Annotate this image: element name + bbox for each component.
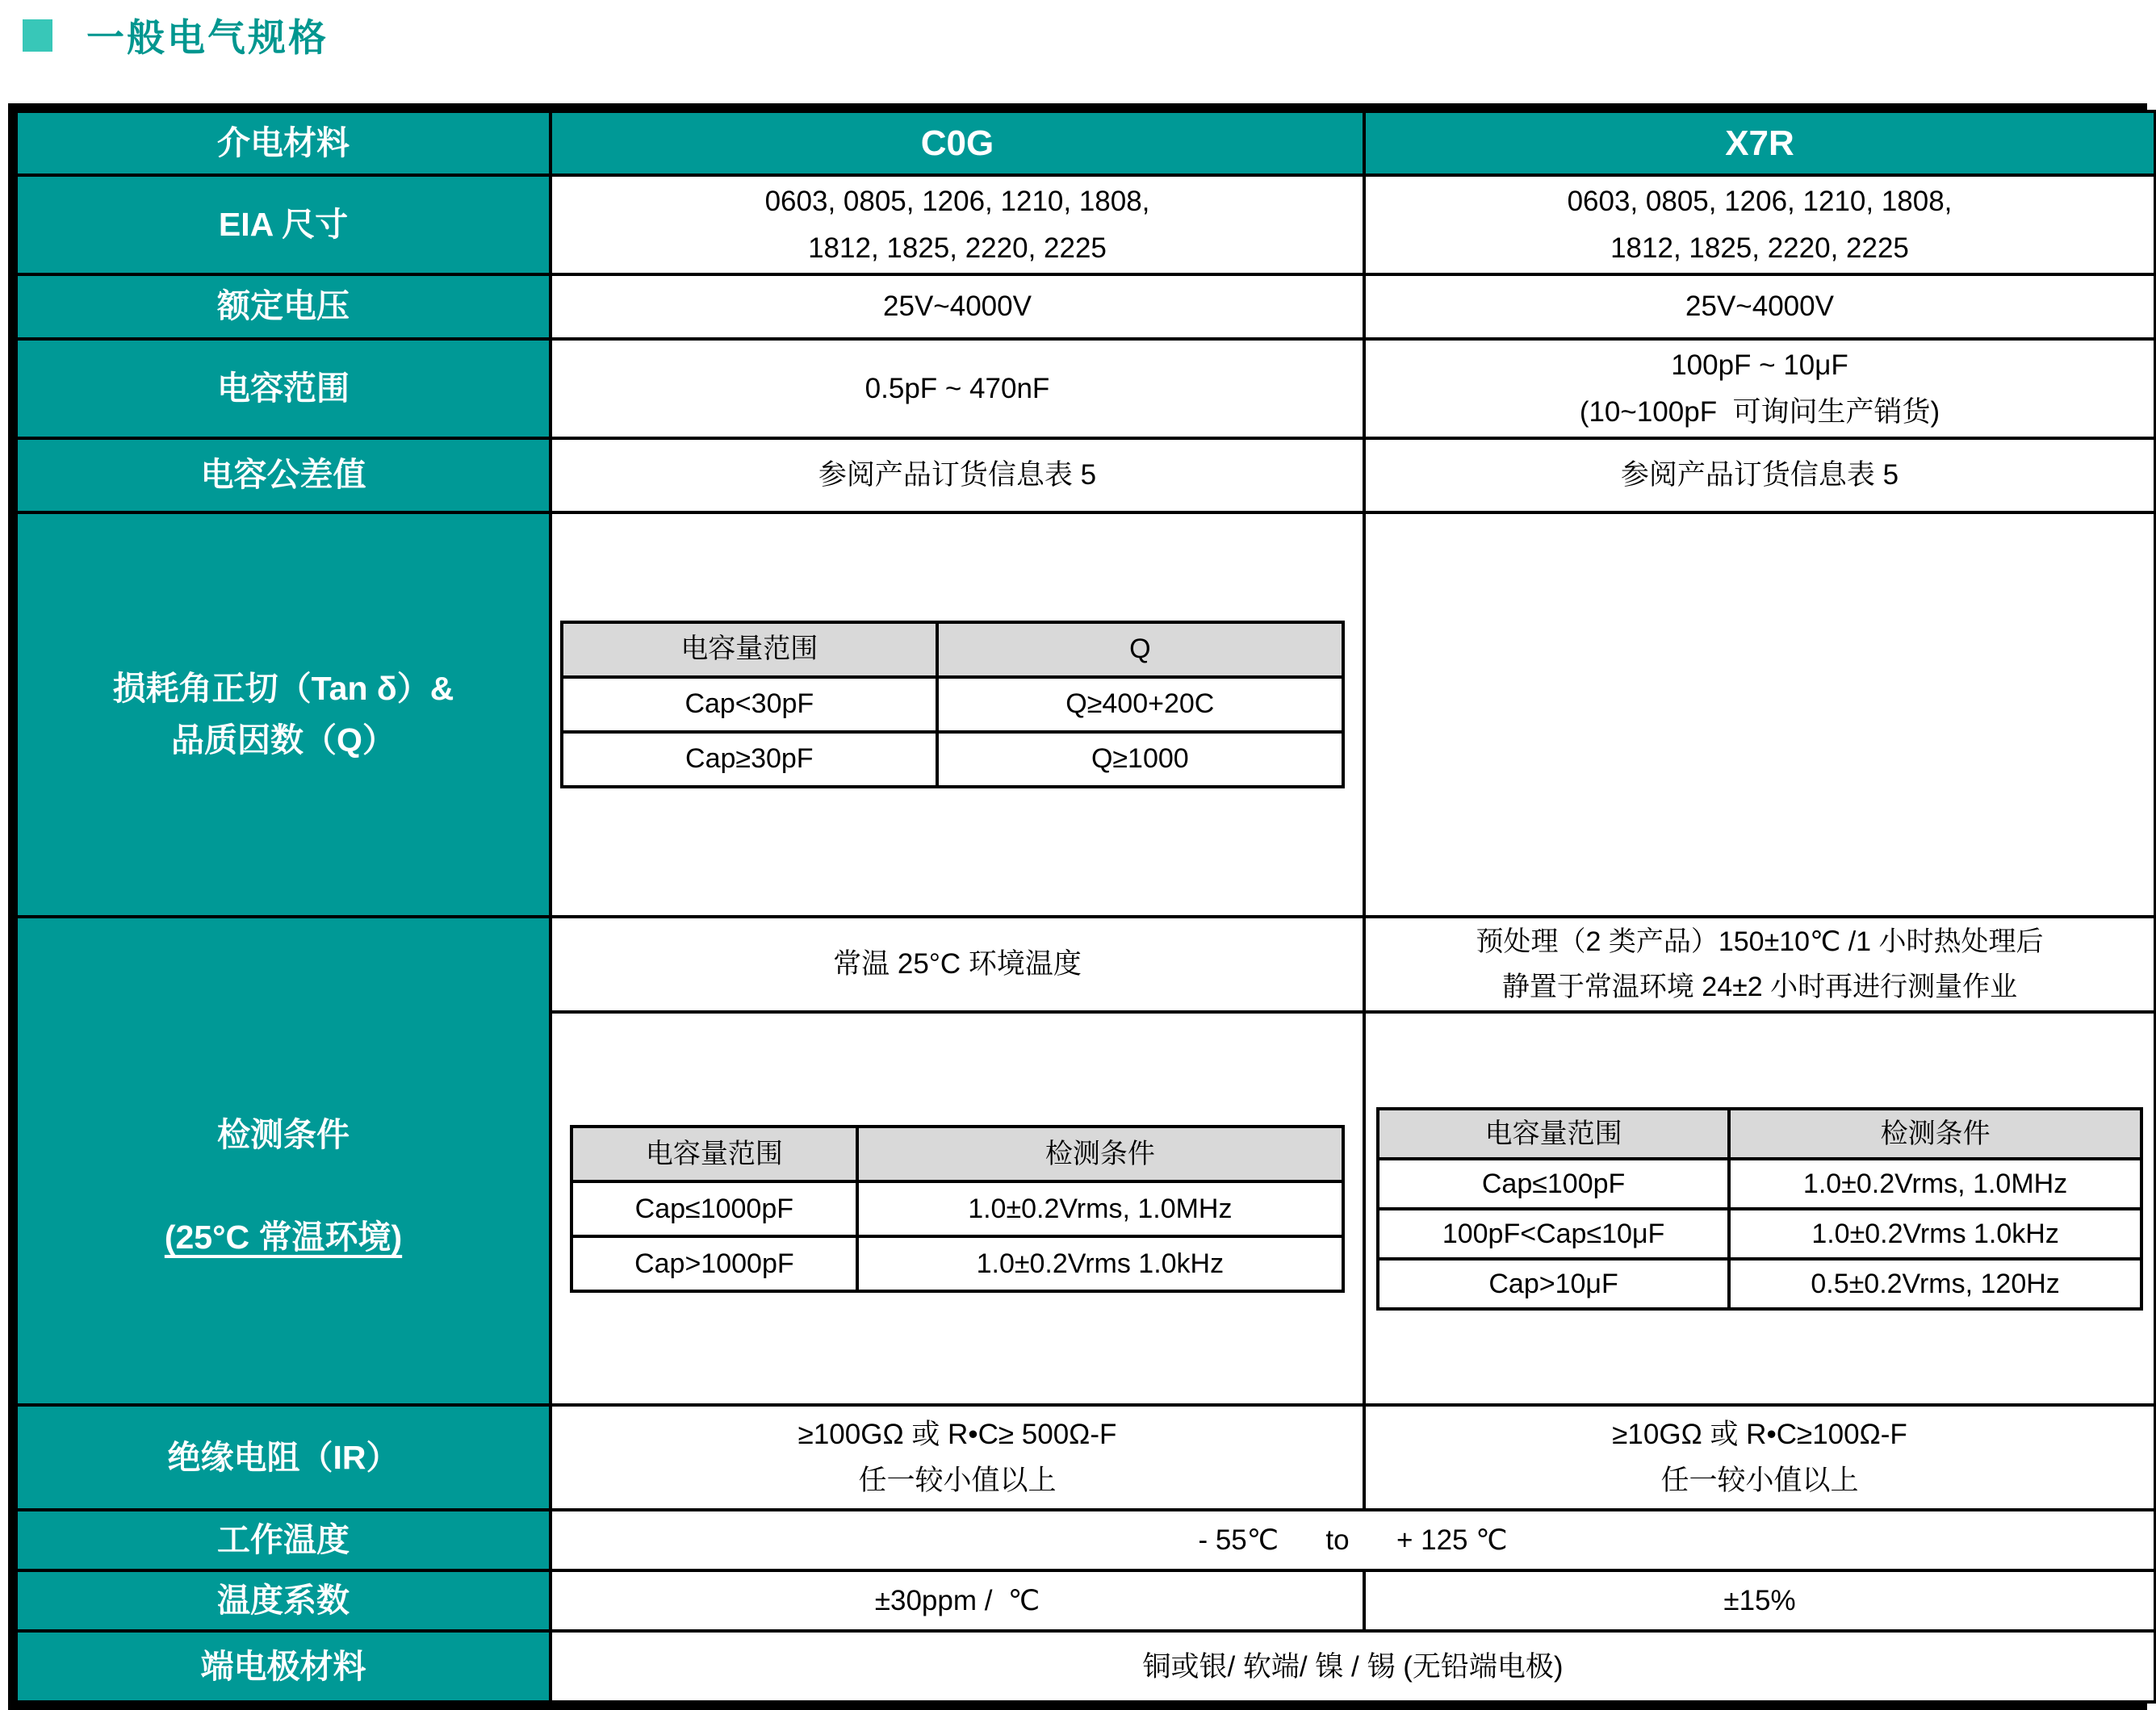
cap-range-c0g-value: 0.5pF ~ 470nF xyxy=(551,339,1364,438)
test-x7r-col1-header: 电容量范围 xyxy=(1378,1109,1729,1159)
test-label-line1: 检测条件 xyxy=(217,1116,350,1154)
op-temp-value: - 55℃ to + 125 ℃ xyxy=(551,1510,2155,1570)
test-x7r-row2-range: Cap>10μF xyxy=(1378,1259,1729,1309)
table-row xyxy=(1378,1109,2141,1159)
eia-x7r-value: 0603, 0805, 1206, 1210, 1808, 1812, 1825, 2220, 2225 xyxy=(1364,175,2155,274)
header-dielectric-material: 介电材料 xyxy=(16,111,551,175)
table-row xyxy=(562,677,1343,732)
cap-range-x7r-value: 100pF ~ 10μF (10~100pF 可询问生产销货) xyxy=(1364,339,2155,438)
table-row xyxy=(571,1127,1343,1181)
table-row xyxy=(562,732,1343,787)
tanq-row0-range: Cap<30pF xyxy=(562,677,937,732)
test-c0g-row0-value: 1.0±0.2Vrms, 1.0MHz xyxy=(857,1181,1343,1236)
table-row xyxy=(571,1236,1343,1291)
tanq-row1-value: Q≥1000 xyxy=(937,732,1343,787)
test-label-line2: (25°C 常温环境) xyxy=(164,1219,403,1256)
ir-x7r-value: ≥10GΩ 或 R•C≥100Ω-F 任一较小值以上 xyxy=(1364,1405,2155,1510)
test-c0g-row1-value: 1.0±0.2Vrms 1.0kHz xyxy=(857,1236,1343,1291)
table-row xyxy=(16,438,2155,512)
test-c0g-table-cell xyxy=(551,1012,1364,1405)
row-eia-label: EIA 尺寸 xyxy=(16,175,551,274)
ir-c0g-value: ≥100GΩ 或 R•C≥ 500Ω-F 任一较小值以上 xyxy=(551,1405,1364,1510)
header-x7r: X7R xyxy=(1364,111,2155,175)
test-c0g-nested-table xyxy=(570,1125,1345,1293)
eia-c0g-value: 0603, 0805, 1206, 1210, 1808, 1812, 1825, 2220, 2225 xyxy=(551,175,1364,274)
test-c0g-note: 常温 25°C 环境温度 xyxy=(551,917,1364,1012)
test-c0g-col1-header: 电容量范围 xyxy=(571,1127,857,1181)
test-x7r-row1-range: 100pF<Cap≤10μF xyxy=(1378,1209,1729,1259)
table-row xyxy=(16,512,2155,917)
spec-table xyxy=(8,103,2147,1710)
row-tolerance-label: 电容公差值 xyxy=(16,438,551,512)
tanq-col1-header: 电容量范围 xyxy=(562,622,937,677)
table-row xyxy=(571,1181,1343,1236)
row-cap-range-label: 电容范围 xyxy=(16,339,551,438)
tolerance-c0g-value: 参阅产品订货信息表 5 xyxy=(551,438,1364,512)
tanq-row0-value: Q≥400+20C xyxy=(937,677,1343,732)
tanq-c0g-cell xyxy=(551,512,1364,917)
test-x7r-table-cell xyxy=(1364,1012,2155,1405)
tanq-nested-table xyxy=(560,621,1345,788)
table-row xyxy=(562,622,1343,677)
test-x7r-row0-value: 1.0±0.2Vrms, 1.0MHz xyxy=(1729,1159,2141,1209)
row-ir-label: 绝缘电阻（IR） xyxy=(16,1405,551,1510)
tanq-row1-range: Cap≥30pF xyxy=(562,732,937,787)
page-title: 一般电气规格 xyxy=(86,16,329,59)
test-x7r-row1-value: 1.0±0.2Vrms 1.0kHz xyxy=(1729,1209,2141,1259)
table-row xyxy=(16,274,2155,339)
temp-coeff-c0g-value: ±30ppm / ℃ xyxy=(551,1570,1364,1631)
test-c0g-row0-range: Cap≤1000pF xyxy=(571,1181,857,1236)
test-c0g-row1-range: Cap>1000pF xyxy=(571,1236,857,1291)
test-c0g-col2-header: 检测条件 xyxy=(857,1127,1343,1181)
row-test-conditions-label xyxy=(16,917,551,1405)
tanq-col2-header: Q xyxy=(937,622,1343,677)
table-row xyxy=(16,1570,2155,1631)
table-row xyxy=(16,339,2155,438)
row-termination-label: 端电极材料 xyxy=(16,1631,551,1702)
tolerance-x7r-value: 参阅产品订货信息表 5 xyxy=(1364,438,2155,512)
title-bullet-icon xyxy=(23,19,52,52)
tanq-x7r-cell-empty xyxy=(1364,512,2155,917)
table-row xyxy=(16,111,2155,175)
row-tanq-label: 损耗角正切（Tan δ）& 品质因数（Q） xyxy=(16,512,551,917)
section-title-row xyxy=(23,8,329,62)
test-x7r-row0-range: Cap≤100pF xyxy=(1378,1159,1729,1209)
table-row xyxy=(16,1510,2155,1570)
table-row xyxy=(16,1405,2155,1510)
row-voltage-label: 额定电压 xyxy=(16,274,551,339)
table-row xyxy=(16,917,2155,1012)
table-row xyxy=(1378,1259,2141,1309)
header-c0g: C0G xyxy=(551,111,1364,175)
termination-value: 铜或银/ 软端/ 镍 / 锡 (无铅端电极) xyxy=(551,1631,2155,1702)
test-x7r-row2-value: 0.5±0.2Vrms, 120Hz xyxy=(1729,1259,2141,1309)
row-op-temp-label: 工作温度 xyxy=(16,1510,551,1570)
voltage-c0g-value: 25V~4000V xyxy=(551,274,1364,339)
row-temp-coeff-label: 温度系数 xyxy=(16,1570,551,1631)
table-row xyxy=(16,1631,2155,1702)
test-x7r-nested-table xyxy=(1376,1107,2143,1311)
voltage-x7r-value: 25V~4000V xyxy=(1364,274,2155,339)
table-row xyxy=(16,175,2155,274)
test-x7r-col2-header: 检测条件 xyxy=(1729,1109,2141,1159)
table-row xyxy=(1378,1209,2141,1259)
table-row xyxy=(1378,1159,2141,1209)
temp-coeff-x7r-value: ±15% xyxy=(1364,1570,2155,1631)
test-x7r-note: 预处理（2 类产品）150±10℃ /1 小时热处理后 静置于常温环境 24±2 小时再进行测量作业 xyxy=(1364,917,2155,1012)
